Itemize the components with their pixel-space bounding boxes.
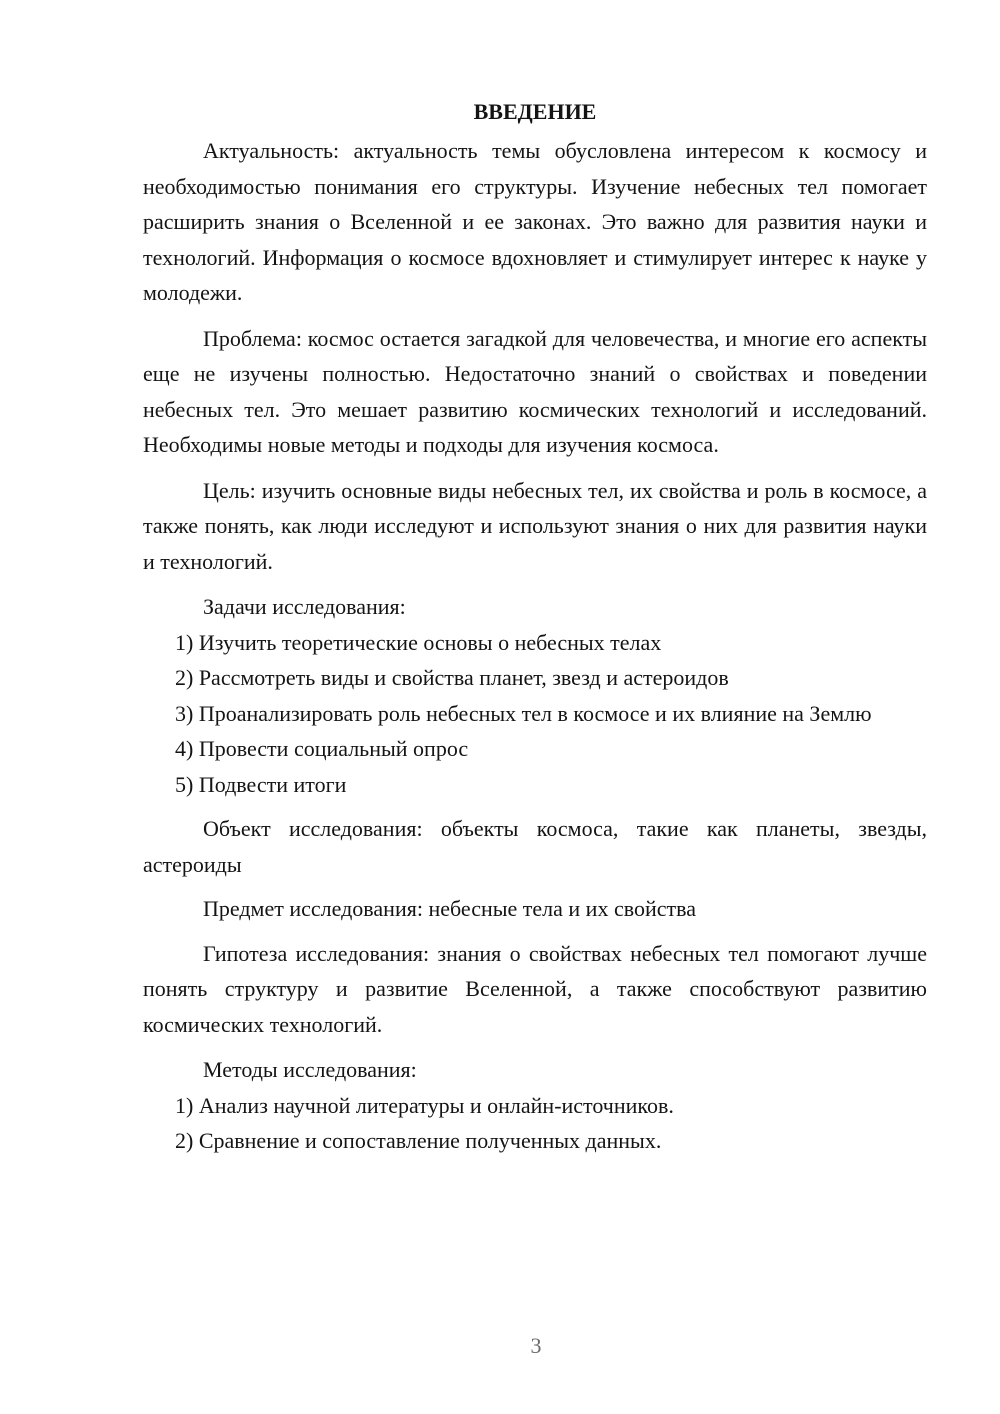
goal-paragraph: Цель: изучить основные виды небесных тел, их свойства и роль в космосе, а также понять, как люди исследуют и используют знания о них для развития науки и технологий. [143, 477, 927, 574]
section-title: ВВЕДЕНИЕ [473, 99, 597, 124]
problem-paragraph: Проблема: космос остается загадкой для человечества, и многие его аспекты еще не изучены полностью. Недостаточно знаний о свойствах и поведении небесных тел. Это мешает развитию космических технологий и исследований. Необходимы новые методы и подходы для изучения космоса. [143, 325, 927, 457]
page-number: 3 [530, 1333, 542, 1358]
page-content [143, 94, 927, 1159]
task-item: 1) Изучить теоретические основы о небесных телах [175, 629, 662, 655]
task-item: 2) Рассмотреть виды и свойства планет, звезд и астероидов [175, 665, 729, 690]
relevance-paragraph: Актуальность: актуальность темы обусловлена интересом к космосу и необходимостью понимания его структуры. Изучение небесных тел помогает расширить знания о Вселенной и ее законах. Это важно для развития науки и технологий. Информация о космосе вдохновляет и стимулирует интерес к науке у молодежи. [143, 138, 927, 305]
tasks-heading: Задачи исследования: [203, 594, 406, 619]
subject-paragraph: Предмет исследования: небесные тела и их свойства [203, 896, 696, 921]
task-item: 3) Проанализировать роль небесных тел в космосе и их влияние на Землю [175, 700, 872, 726]
task-item: 4) Провести социальный опрос [175, 736, 469, 761]
method-item: 2) Сравнение и сопоставление полученных данных. [175, 1128, 662, 1153]
task-item: 5) Подвести итоги [175, 771, 347, 797]
hypothesis-paragraph: Гипотеза исследования: знания о свойствах небесных тел помогают лучше понять структуру и развитие Вселенной, а также способствуют развитию космических технологий. [143, 940, 927, 1037]
object-paragraph: Объект исследования: объекты космоса, такие как планеты, звезды, астероиды [143, 816, 927, 877]
methods-heading: Методы исследования: [203, 1057, 417, 1082]
method-item: 1) Анализ научной литературы и онлайн-источников. [175, 1092, 674, 1118]
